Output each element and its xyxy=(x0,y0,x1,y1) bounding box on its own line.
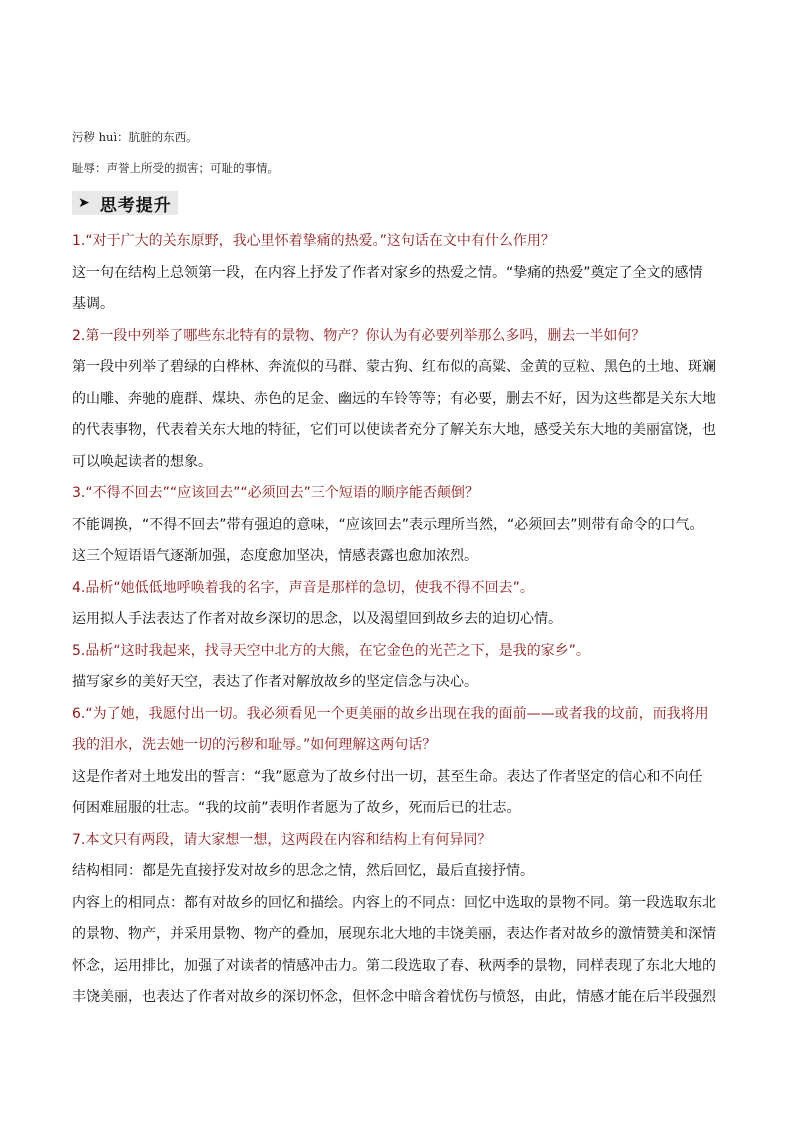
question-line: 2.第一段中列举了哪些东北特有的景物、物产？你认为有必要列举那么多吗，删去一半如何？ xyxy=(72,327,646,344)
answer-line: 怀念，运用排比，加强了对读者的情感冲击力。第二段选取了春、秋两季的景物，同样表现了东北大地的 xyxy=(72,957,716,974)
answer-line: 可以唤起读者的想象。 xyxy=(72,453,212,470)
answer-line: 何困难屈服的壮志。“我的坟前”表明作者愿为了故乡，死而后已的壮志。 xyxy=(72,800,521,816)
section-header xyxy=(72,191,178,215)
vocabulary-definitions xyxy=(72,127,732,189)
question-line: 7.本文只有两段，请大家想一想，这两段在内容和结构上有何异同？ xyxy=(72,831,492,848)
question-line: 5.品析“这时我起来，找寻天空中北方的大熊，在它金色的光芒之下，是我的家乡”。 xyxy=(72,642,590,659)
answer-line: 基调。 xyxy=(72,296,114,312)
answer-line: 丰饶美丽，也表达了作者对故乡的深切怀念，但怀念中暗含着忧伤与愤怒，由此，情感才能在后半段强烈 xyxy=(72,989,716,1005)
answer-line: 描写家乡的美好天空，表达了作者对解放故乡的坚定信念与决心。 xyxy=(72,674,478,690)
question-line: 4.品析“她低低地呼唤着我的名字，声音是那样的急切，使我不得不回去”。 xyxy=(72,579,534,596)
answer-line: 的代表事物，代表着关东大地的特征，它们可以使读者充分了解关东大地，感受关东大地的美丽富饶，也 xyxy=(72,422,716,438)
section-title: 思考提升 xyxy=(99,195,172,216)
question-line: 3.“不得不回去”“应该回去”“必须回去”三个短语的顺序能否颠倒？ xyxy=(72,485,479,501)
answer-line: 结构相同：都是先直接抒发对故乡的思念之情，然后回忆，最后直接抒情。 xyxy=(72,863,534,879)
arrow-bullet-icon: ➤ xyxy=(78,195,90,211)
question-line: 1.“对于广大的关东原野，我心里怀着挚痛的热爱。”这句话在文中有什么作用？ xyxy=(72,233,555,249)
question-line: 6.“为了她，我愿付出一切。我必须看见一个更美丽的故乡出现在我的面前——或者我的坟前，而我将用 xyxy=(72,705,709,722)
answer-line: 第一段中列举了碧绿的白桦林、奔流似的马群、蒙古狗、红布似的高粱、金黄的豆粒、黑色的土地、斑斓 xyxy=(72,359,716,375)
answer-line: 不能调换，“不得不回去”带有强迫的意味，“应该回去”表示理所当然，“必须回去”则带有命令的口气。 xyxy=(72,516,704,533)
answer-line: 这一句在结构上总领第一段，在内容上抒发了作者对家乡的热爱之情。“挚痛的热爱”奠定了全文的感情 xyxy=(72,264,703,281)
definition-line: 耻辱：声誉上所受的损害；可耻的事情。 xyxy=(72,161,279,175)
answer-line: 这是作者对土地发出的誓言：“我”愿意为了故乡付出一切，甚至生命。表达了作者坚定的信心和不向任 xyxy=(72,768,703,785)
definition-line: 污秽 huì：肮脏的东西。 xyxy=(72,130,198,144)
answer-line: 运用拟人手法表达了作者对故乡深切的思念，以及渴望回到故乡去的迫切心情。 xyxy=(72,611,562,627)
answer-line: 这三个短语语气逐渐加强，态度愈加坚决，情感表露也愈加浓烈。 xyxy=(72,548,478,564)
question-line: 我的泪水，洗去她一切的污秽和耻辱。”如何理解这两句话？ xyxy=(72,737,437,753)
qa-content xyxy=(72,226,728,1014)
answer-line: 的山雕、奔驰的鹿群、煤块、赤色的足金、幽远的车铃等等；有必要，删去不好，因为这些都是关东大地 xyxy=(72,390,716,407)
answer-line: 内容上的相同点：都有对故乡的回忆和描绘。内容上的不同点：回忆中选取的景物不同。第一段选取东北 xyxy=(72,894,716,911)
answer-line: 的景物、物产，并采用景物、物产的叠加，展现东北大地的丰饶美丽，表达作者对故乡的激情赞美和深情 xyxy=(72,926,716,942)
